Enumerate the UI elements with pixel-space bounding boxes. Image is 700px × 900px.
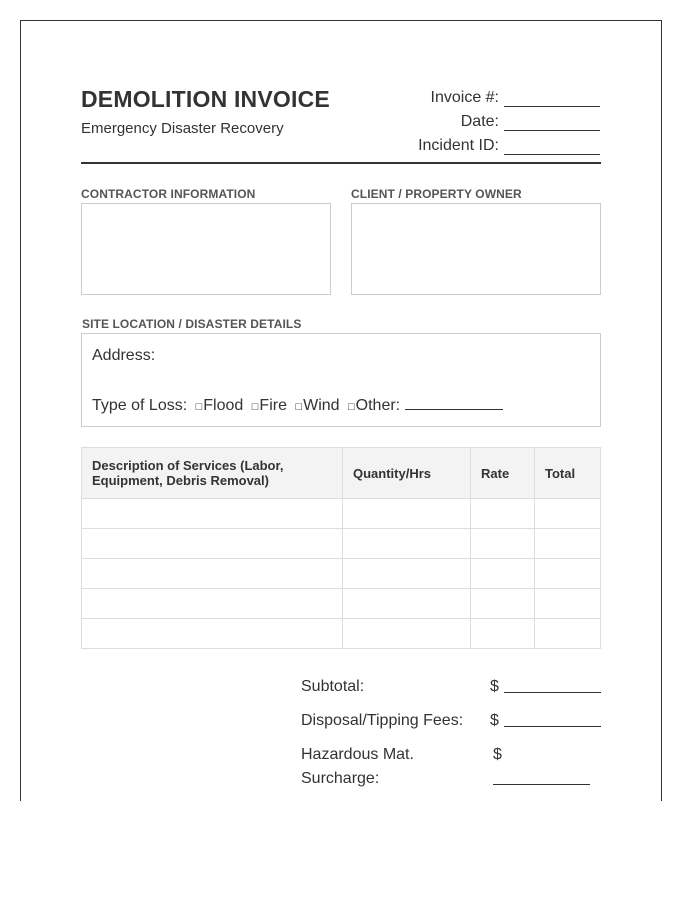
rate-column-header: Rate	[471, 448, 535, 499]
table-row	[82, 619, 601, 649]
table-row	[82, 589, 601, 619]
fire-checkbox-icon[interactable]: □	[251, 401, 259, 413]
total-cell[interactable]	[535, 529, 601, 559]
total-cell[interactable]	[535, 619, 601, 649]
other-checkbox-icon[interactable]: □	[348, 401, 355, 413]
services-table-header	[82, 448, 601, 499]
table-row	[82, 559, 601, 589]
client-section-label: CLIENT / PROPERTY OWNER	[351, 187, 522, 201]
invoice-subtitle: Emergency Disaster Recovery	[81, 120, 284, 137]
total-cell[interactable]	[535, 589, 601, 619]
rate-cell[interactable]	[471, 499, 535, 529]
flood-checkbox-icon[interactable]: □	[195, 401, 203, 413]
date-field[interactable]	[504, 116, 600, 131]
wind-checkbox-icon[interactable]: □	[295, 401, 303, 413]
hazardous-surcharge-field[interactable]	[493, 784, 590, 785]
rate-cell[interactable]	[471, 589, 535, 619]
total-column-header: Total	[535, 448, 601, 499]
total-cell[interactable]	[535, 499, 601, 529]
invoice-title: DEMOLITION INVOICE	[81, 86, 330, 112]
subtotal-currency: $	[490, 678, 499, 695]
rate-cell[interactable]	[471, 529, 535, 559]
type-of-loss-label: Type of Loss:	[92, 397, 188, 414]
address-label: Address:	[92, 347, 156, 364]
hazardous-label-line1: Hazardous Mat.	[301, 746, 414, 763]
contractor-info-box[interactable]	[81, 203, 331, 295]
flood-option-label: Flood	[203, 397, 244, 414]
description-cell[interactable]	[82, 559, 343, 589]
fire-option-label: Fire	[259, 397, 287, 414]
type-of-loss-line	[92, 395, 503, 415]
quantity-cell[interactable]	[343, 619, 471, 649]
client-info-box[interactable]	[351, 203, 601, 295]
other-option-label: Other:	[355, 397, 401, 414]
subtotal-field[interactable]	[504, 692, 601, 693]
wind-option-label: Wind	[303, 397, 340, 414]
invoice-number-field[interactable]	[504, 92, 600, 107]
disposal-fees-label: Disposal/Tipping Fees:	[301, 712, 464, 729]
header-divider	[81, 162, 601, 164]
hazardous-currency: $	[493, 746, 502, 763]
quantity-cell[interactable]	[343, 559, 471, 589]
description-column-header: Description of Services (Labor, Equipment, Debris Removal)	[82, 448, 343, 499]
invoice-number-row	[418, 83, 600, 107]
rate-cell[interactable]	[471, 559, 535, 589]
quantity-cell[interactable]	[343, 589, 471, 619]
description-cell[interactable]	[82, 499, 343, 529]
incident-id-label: Incident ID:	[418, 137, 499, 154]
contractor-section-label: CONTRACTOR INFORMATION	[81, 187, 256, 201]
quantity-cell[interactable]	[343, 529, 471, 559]
date-label: Date:	[460, 113, 499, 130]
address-line[interactable]	[92, 347, 155, 365]
description-cell[interactable]	[82, 589, 343, 619]
incident-id-row	[418, 131, 600, 155]
subtotal-label: Subtotal:	[301, 678, 365, 695]
hazardous-label-line2: Surcharge:	[301, 770, 380, 787]
table-row	[82, 529, 601, 559]
incident-id-field[interactable]	[504, 140, 600, 155]
disposal-fees-currency: $	[490, 712, 499, 729]
quantity-column-header: Quantity/Hrs	[343, 448, 471, 499]
description-cell[interactable]	[82, 529, 343, 559]
date-row	[418, 107, 600, 131]
description-cell[interactable]	[82, 619, 343, 649]
rate-cell[interactable]	[471, 619, 535, 649]
quantity-cell[interactable]	[343, 499, 471, 529]
total-cell[interactable]	[535, 559, 601, 589]
services-table	[81, 447, 601, 649]
invoice-number-label: Invoice #:	[430, 89, 499, 106]
site-section-label: SITE LOCATION / DISASTER DETAILS	[82, 317, 302, 331]
other-loss-field[interactable]	[405, 395, 503, 410]
disposal-fees-field[interactable]	[504, 726, 601, 727]
invoice-meta	[418, 83, 600, 155]
table-row	[82, 499, 601, 529]
